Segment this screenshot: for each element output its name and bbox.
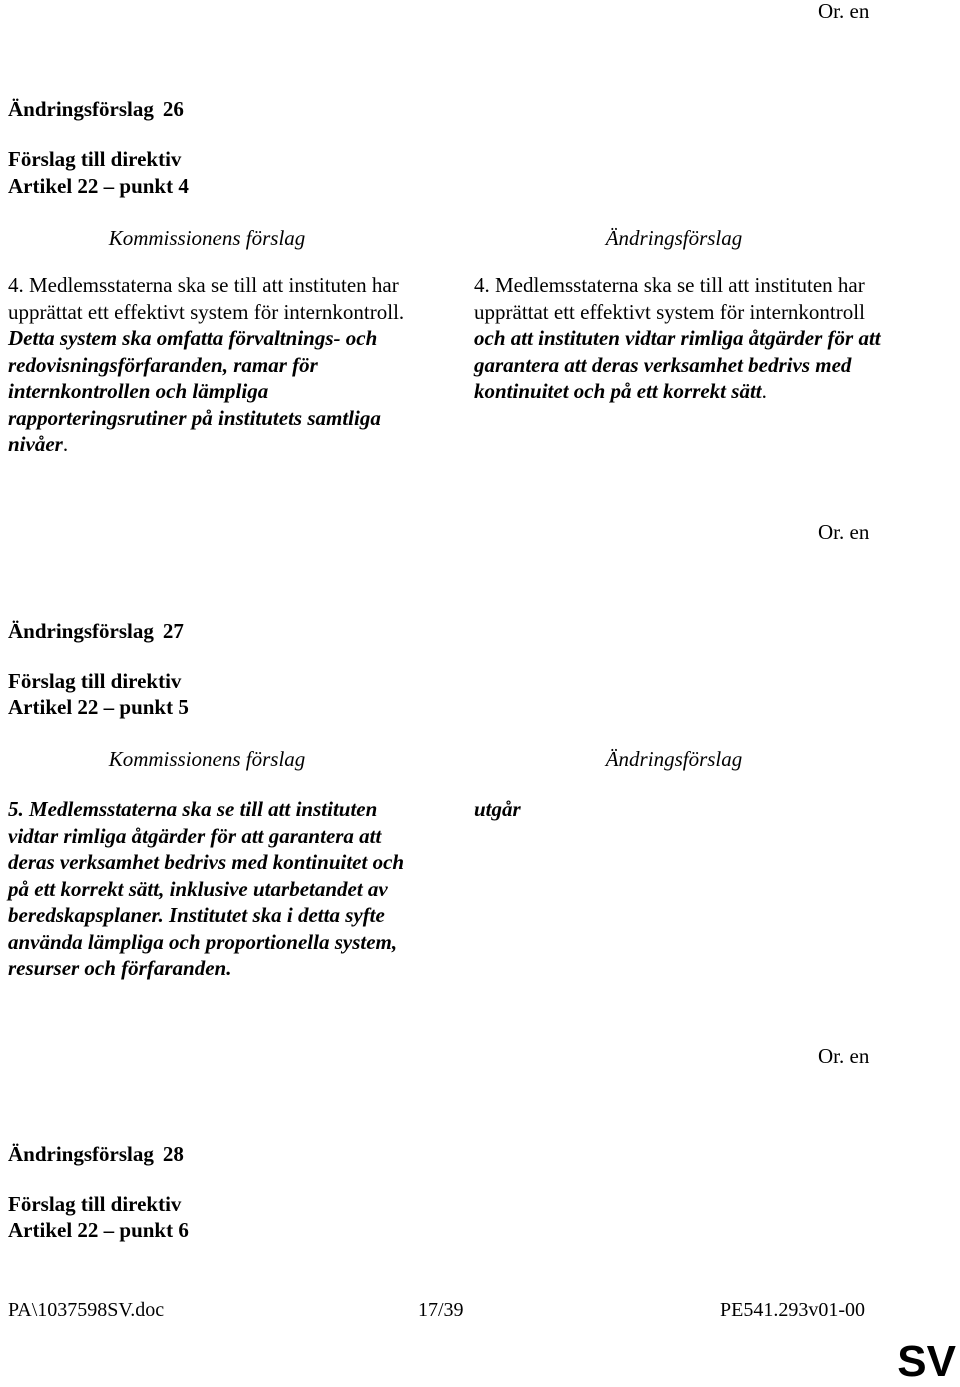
amendment-title-label: Ändringsförslag bbox=[8, 1142, 154, 1166]
amendment-text bbox=[474, 796, 894, 823]
commission-proposal-text bbox=[8, 796, 428, 982]
amendment-title bbox=[8, 96, 184, 123]
text-plain: 4. Medlemsstaterna ska se till att instituten har upprättat ett effektivt system för internkontroll. bbox=[8, 273, 405, 324]
text-deleted: 5. Medlemsstaterna ska se till att instituten vidtar rimliga åtgärder för att garantera att deras verksamhet bedrivs med kontinuitet och på ett korrekt sätt, inklusive utarbetandet av beredskapsplaner. Institutet ska i detta syfte använda lämpliga och proportionella system, resurser och förfaranden. bbox=[8, 797, 405, 980]
amendment-number: 26 bbox=[162, 97, 184, 121]
article-reference: Artikel 22 – punkt 4 bbox=[8, 174, 189, 198]
proposal-reference: Förslag till direktiv bbox=[8, 147, 182, 171]
text-added: utgår bbox=[474, 797, 521, 821]
commission-proposal-heading: Kommissionens förslag bbox=[108, 226, 306, 250]
footer-reference: PE541.293v01-00 bbox=[720, 1299, 865, 1321]
text-added: och att instituten vidtar rimliga åtgärder för att garantera att deras verksamhet bedrivs med kontinuitet och på ett korrekt sätt bbox=[474, 326, 881, 403]
article-reference: Artikel 22 – punkt 6 bbox=[8, 1218, 189, 1242]
amendment-text bbox=[474, 272, 894, 405]
amendment-title-label: Ändringsförslag bbox=[8, 619, 154, 643]
text-deleted: Detta system ska omfatta förvaltnings- och redovisningsförfaranden, ramar för internkontrollen och lämpliga rapporteringsrutiner på institutets samtliga nivåer bbox=[8, 326, 381, 456]
text-end: . bbox=[761, 379, 767, 403]
commission-proposal-heading: Kommissionens förslag bbox=[108, 747, 306, 771]
amendment-heading: Ändringsförslag bbox=[605, 226, 743, 250]
original-language-label: Or. en bbox=[818, 0, 870, 23]
amendment-title bbox=[8, 1141, 184, 1168]
language-mark: SV bbox=[897, 1337, 956, 1386]
original-language-label: Or. en bbox=[818, 520, 870, 544]
proposal-reference: Förslag till direktiv bbox=[8, 1192, 182, 1216]
text-plain: 4. Medlemsstaterna ska se till att instituten har upprättat ett effektivt system för internkontroll bbox=[474, 273, 865, 324]
commission-proposal-text bbox=[8, 272, 428, 458]
text-end: . bbox=[62, 432, 69, 456]
amendment-number: 27 bbox=[162, 619, 184, 643]
footer-page-number: 17/39 bbox=[418, 1299, 464, 1321]
footer-document-name: PA\1037598SV.doc bbox=[8, 1299, 165, 1321]
article-reference: Artikel 22 – punkt 5 bbox=[8, 695, 189, 719]
proposal-reference: Förslag till direktiv bbox=[8, 669, 182, 693]
amendment-number: 28 bbox=[162, 1142, 184, 1166]
amendment-heading: Ändringsförslag bbox=[605, 747, 743, 771]
amendment-title bbox=[8, 618, 184, 645]
original-language-label: Or. en bbox=[818, 1044, 870, 1068]
amendment-title-label: Ändringsförslag bbox=[8, 97, 154, 121]
